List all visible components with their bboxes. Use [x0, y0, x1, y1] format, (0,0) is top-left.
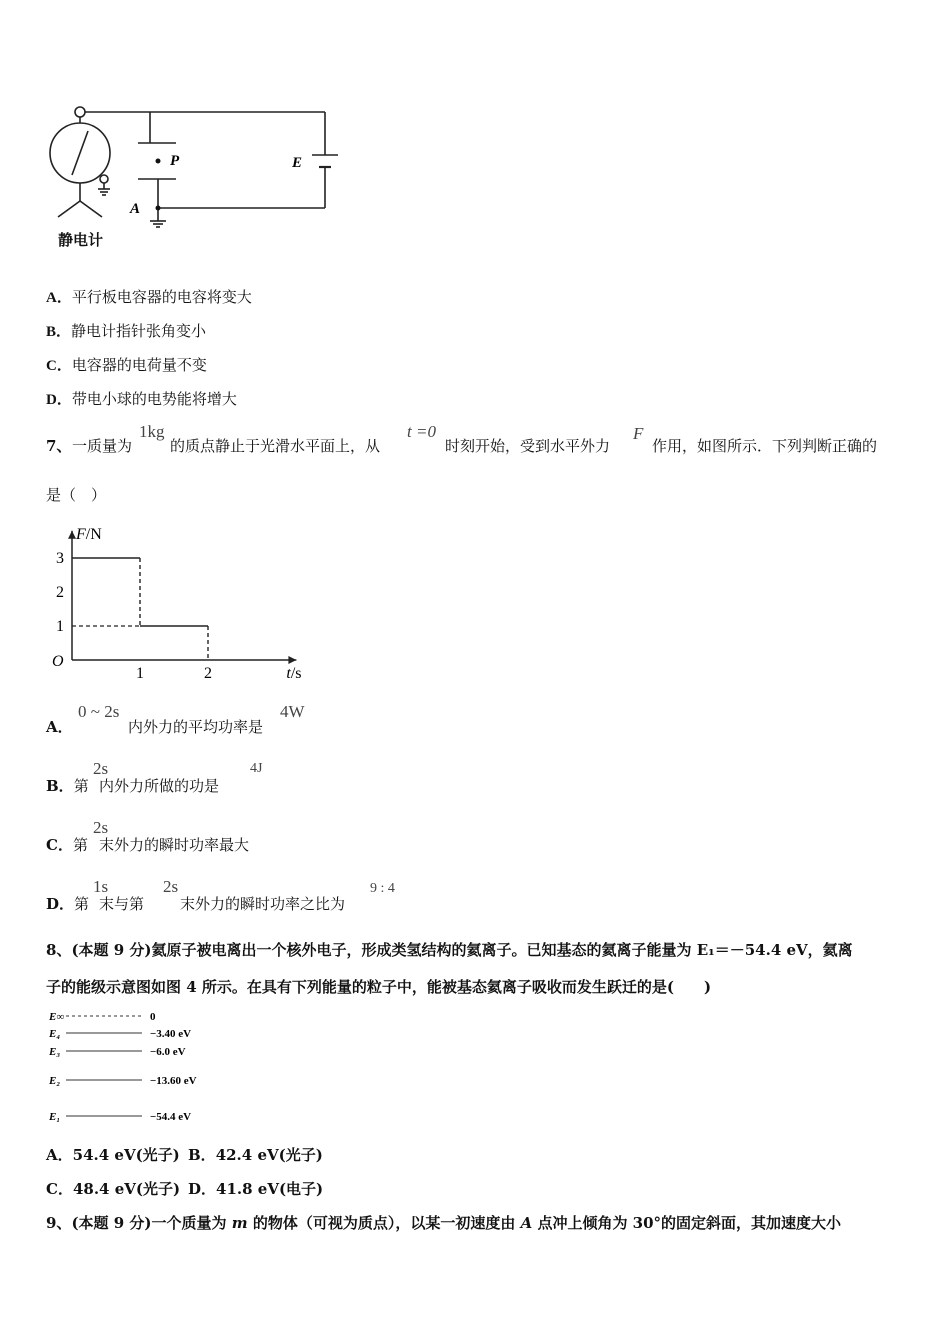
q7-text-1: 一质量为	[72, 437, 133, 455]
y-axis-arrow	[68, 531, 76, 539]
label-A: A	[130, 201, 141, 217]
q7-mass: 1kg	[139, 422, 165, 441]
q7-text-4: 作用，如图所示．下列判断正确的	[652, 437, 878, 455]
y-tick-label: 2	[56, 584, 64, 601]
energy-level-value: −13.60 eV	[150, 1075, 197, 1087]
force-time-chart	[36, 512, 302, 682]
q7-c-math1: 2s	[93, 818, 109, 837]
electrometer-terminal	[75, 107, 85, 117]
q7-a-text: 内外力的平均功率是	[128, 718, 264, 736]
energy-level-diagram	[44, 1005, 244, 1130]
energy-level-value: 0	[150, 1011, 156, 1023]
q7-force: F	[633, 424, 644, 443]
q8-line-1: 8、(本题 9 分)氦原子被电离出一个核外电子，形成类氢结构的氦离子。已知基态的氦离子能量为 E₁＝－54.4 eV，氦离	[46, 941, 853, 959]
x-axis-arrow	[288, 656, 296, 664]
q7-option-b[interactable]: B．第	[46, 777, 89, 795]
energy-level-label: E₂	[49, 1075, 61, 1087]
y-axis-label: F/N	[76, 525, 102, 543]
x-axis-label: t/s	[286, 665, 302, 682]
electrometer-caption: 静电计	[58, 231, 104, 249]
q9-line-1: 9、(本题 9 分)一个质量为 m 的物体（可视为质点），以某一初速度由 A 点冲上倾角为 30°的固定斜面，其加速度大小	[46, 1214, 842, 1232]
q8-line-2: 子的能级示意图如图 4 所示。在具有下列能量的粒子中，能被基态氦离子吸收而发生跃迁的是( )	[46, 978, 712, 996]
electrometer-needle	[72, 131, 88, 175]
q6-option-c[interactable]: C．电容器的电荷量不变	[46, 356, 207, 374]
q8-option-b[interactable]: B．42.4 eV(光子)	[188, 1146, 323, 1164]
q8-option-c[interactable]: C．48.4 eV(光子)	[46, 1180, 181, 1198]
q7-d-text-1: 末与第	[99, 895, 145, 913]
q7-a-math1: 0 ~ 2s	[78, 702, 120, 721]
q6-option-a[interactable]: A．平行板电容器的电容将变大	[46, 288, 252, 306]
q6-option-d[interactable]: D．带电小球的电势能将增大	[46, 390, 237, 408]
q7-b-math2: 4J	[250, 761, 263, 776]
q7-option-c[interactable]: C．第	[46, 836, 88, 854]
q7-d-math1: 1s	[93, 877, 109, 896]
q8-option-d[interactable]: D．41.8 eV(电子)	[188, 1180, 324, 1198]
q7-option-d[interactable]: D．第	[46, 895, 90, 913]
y-tick-label: 3	[56, 550, 64, 567]
q7-d-text-2: 末外力的瞬时功率之比为	[180, 895, 346, 913]
q7-text-5: 是（ ）	[46, 486, 107, 504]
q7-d-math2: 2s	[163, 877, 179, 896]
q7-number: 7、	[46, 437, 72, 455]
energy-level-label: E₄	[49, 1028, 61, 1040]
label-E: E	[292, 155, 303, 171]
q7-option-a[interactable]: A．	[46, 718, 73, 736]
q7-c-text: 末外力的瞬时功率最大	[99, 836, 250, 854]
q7-a-math2: 4W	[280, 702, 305, 721]
q7-b-text: 内外力所做的功是	[99, 777, 220, 795]
q7-t0: t =0	[407, 422, 436, 441]
energy-level-value: −3.40 eV	[150, 1028, 192, 1040]
energy-level-value: −6.0 eV	[150, 1046, 186, 1058]
q7-d-math3: 9 : 4	[370, 881, 395, 896]
q7-text-3: 时刻开始，受到水平外力	[445, 437, 611, 455]
energy-level-label: E₃	[49, 1046, 61, 1058]
x-tick-label: 1	[136, 665, 144, 682]
x-tick-label: 2	[204, 665, 212, 682]
energy-level-value: −54.4 eV	[150, 1111, 192, 1123]
q7-b-math1: 2s	[93, 759, 109, 778]
point-A	[156, 206, 161, 211]
q7-text-2: 的质点静止于光滑水平面上，从	[170, 437, 381, 455]
energy-level-label: E∞	[49, 1011, 65, 1023]
y-tick-label: 1	[56, 618, 64, 635]
energy-level-label: E₁	[49, 1111, 61, 1123]
point-P	[156, 159, 161, 164]
label-P: P	[170, 153, 180, 169]
origin-label: O	[52, 653, 64, 670]
q6-option-b[interactable]: B．静电计指针张角变小	[46, 322, 207, 340]
q8-option-a[interactable]: A．54.4 eV(光子)	[46, 1146, 180, 1164]
